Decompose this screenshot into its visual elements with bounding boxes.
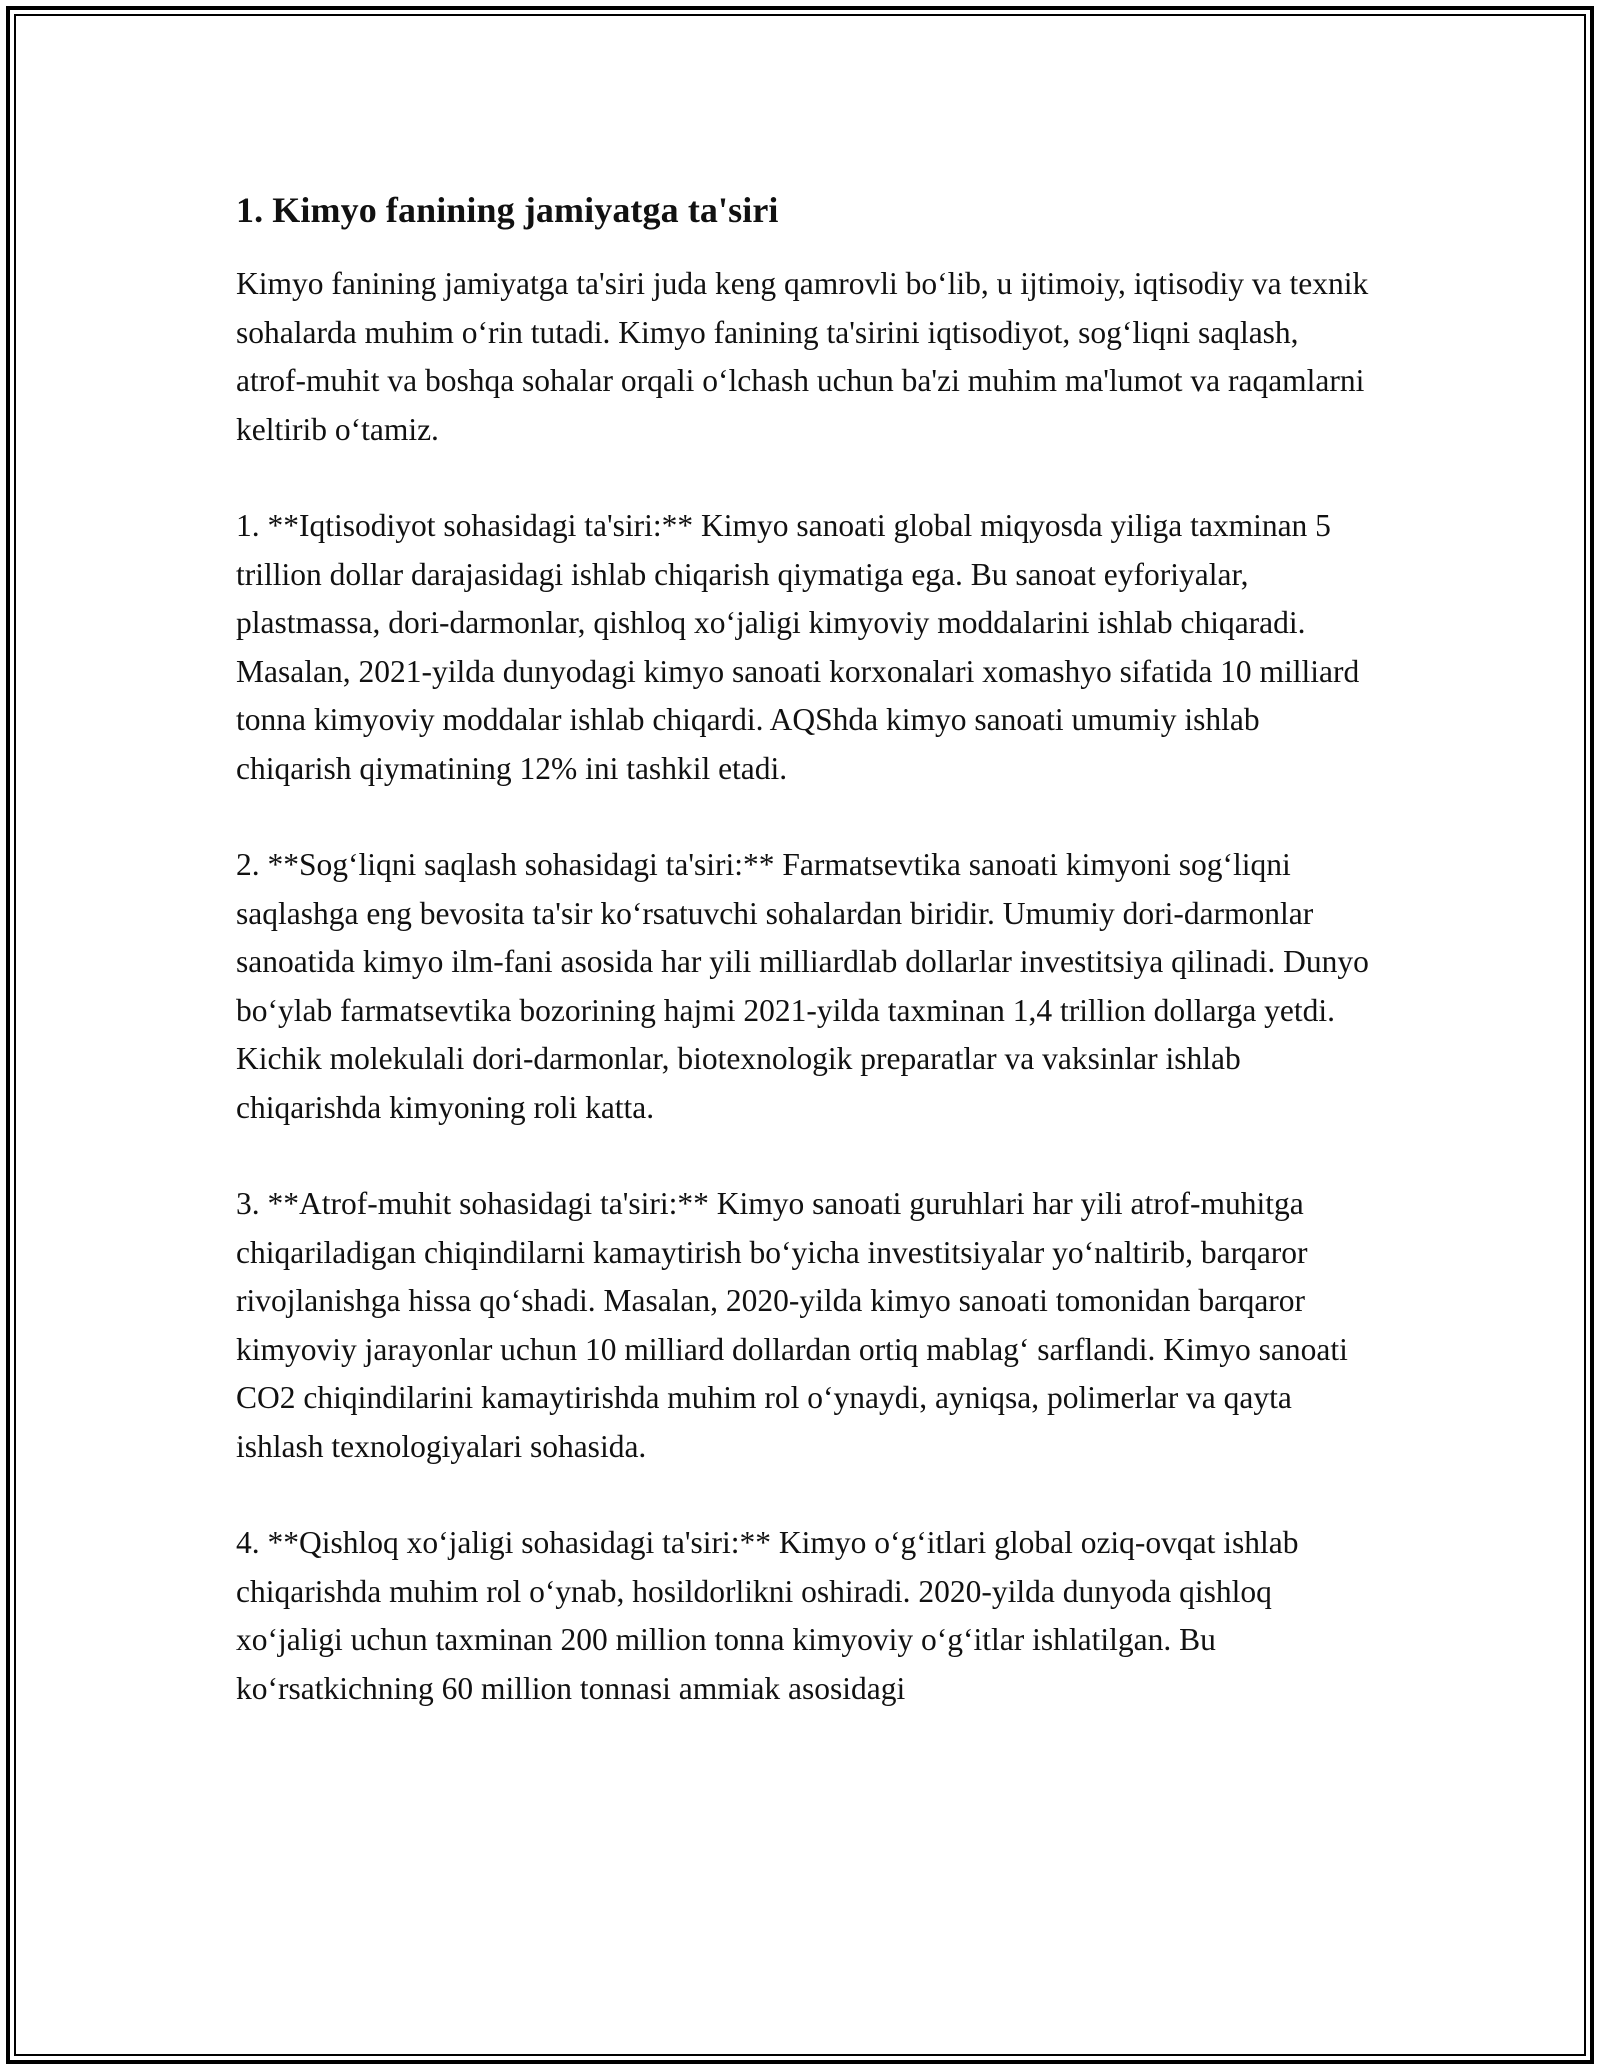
document-title: 1. Kimyo fanining jamiyatga ta'siri — [236, 190, 779, 230]
paragraph-agriculture: 4. **Qishloq xo‘jaligi sohasidagi ta'siri:** Kimyo o‘g‘itlari global oziq-ovqat ishlab chiqarishda muhim rol o‘ynab, hosildorlikni oshiradi. 2020-yilda dunyoda qishloq xo‘jaligi uchun taxminan 200 million tonna kimyoviy o‘g‘itlar ishlatilgan. Bu ko‘rsatkichning 60 million tonnasi ammiak asosidagi — [236, 1525, 1299, 1706]
intro-paragraph: Kimyo fanining jamiyatga ta'siri juda keng qamrovli bo‘lib, u ijtimoiy, iqtisodiy va texnik sohalarda muhim o‘rin tutadi. Kimyo fanining ta'sirini iqtisodiyot, sog‘liqni saqlash, atrof-muhit va boshqa sohalar orqali o‘lchash uchun ba'zi muhim ma'lumot va raqamlarni keltirib o‘tamiz. — [236, 266, 1369, 447]
document-body — [236, 186, 1376, 1761]
paragraph-healthcare: 2. **Sog‘liqni saqlash sohasidagi ta'siri:** Farmatsevtika sanoati kimyoni sog‘liqni saqlashga eng bevosita ta'sir ko‘rsatuvchi sohalardan biridir. Umumiy dori-darmonlar sanoatida kimyo ilm-fani asosida har yili milliardlab dollarlar investitsiya qilinadi. Dunyo bo‘ylab farmatsevtika bozorining hajmi 2021-yilda taxminan 1,4 trillion dollarga yetdi. Kichik molekulali dori-darmonlar, biotexnologik preparatlar va vaksinlar ishlab chiqarishda kimyoning roli katta. — [236, 847, 1369, 1125]
paragraph-environment: 3. **Atrof-muhit sohasidagi ta'siri:** Kimyo sanoati guruhlari har yili atrof-muhitga chiqariladigan chiqindilarni kamaytirish bo‘yicha investitsiyalar yo‘naltirib, barqaror rivojlanishga hissa qo‘shadi. Masalan, 2020-yilda kimyo sanoati tomonidan barqaror kimyoviy jarayonlar uchun 10 milliard dollardan ortiq mablag‘ sarflandi. Kimyo sanoati CO2 chiqindilarini kamaytirishda muhim rol o‘ynaydi, ayniqsa, polimerlar va qayta ishlash texnologiyalari sohasida. — [236, 1186, 1348, 1464]
paragraph-economy: 1. **Iqtisodiyot sohasidagi ta'siri:** Kimyo sanoati global miqyosda yiliga taxminan 5 trillion dollar darajasidagi ishlab chiqarish qiymatiga ega. Bu sanoat eyforiyalar, plastmassa, dori-darmonlar, qishloq xo‘jaligi kimyoviy moddalarini ishlab chiqaradi. Masalan, 2021-yilda dunyodagi kimyo sanoati korxonalari xomashyo sifatida 10 milliard tonna kimyoviy moddalar ishlab chiqardi. AQShda kimyo sanoati umumiy ishlab chiqarish qiymatining 12% ini tashkil etadi. — [236, 508, 1360, 786]
